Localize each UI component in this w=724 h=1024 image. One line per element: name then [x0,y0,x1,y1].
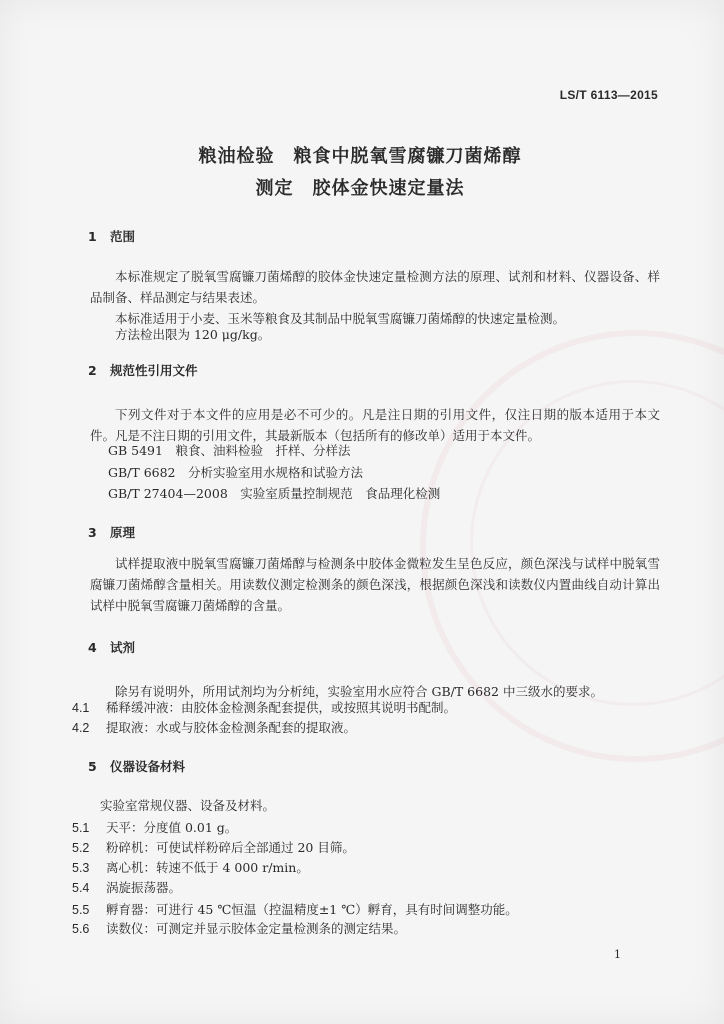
document-title-line1: 粮油检验 粮食中脱氧雪腐镰刀菌烯醇 [198,146,522,167]
section-number: 3 [88,525,97,540]
item-number: 5.5 [72,903,90,917]
item-text: 读数仪：可测定并显示胶体金定量检测条的测定结果。 [106,921,407,936]
section-title: 范围 [110,229,136,244]
list-item [72,818,237,836]
list-item [72,878,181,896]
paragraph: 实验室常规仪器、设备及材料。 [100,798,276,813]
item-number: 5.3 [72,861,90,875]
list-item [72,838,355,856]
section-heading-scope [88,227,135,245]
section-number: 4 [88,640,97,655]
paragraph: 本标准适用于小麦、玉米等粮食及其制品中脱氧雪腐镰刀菌烯醇的快速定量检测。 [115,311,566,326]
paragraph: 下列文件对于本文件的应用是必不可少的。凡是注日期的引用文件，仅注日期的版本适用于本文件。凡是不注日期的引用文件，其最新版本（包括所有的修改单）适用于本文件。 [90,407,660,443]
paragraph: 除另有说明外，所用试剂均为分析纯，实验室用水应符合 GB/T 6682 中三级水的要求。 [115,684,603,699]
section-heading-normative [88,361,198,379]
page-number: 1 [614,948,621,961]
item-number: 5.2 [72,841,90,855]
paragraph: 本标准规定了脱氧雪腐镰刀菌烯醇的胶体金快速定量检测方法的原理、试剂和材料、仪器设备、样品制备、样品测定与结果表述。 [90,269,660,305]
section-number: 2 [88,363,97,378]
item-number: 5.4 [72,881,90,895]
section-title: 原理 [110,525,136,540]
section-number: 5 [88,759,97,774]
section-heading-reagents [88,638,135,656]
paragraph: 试样提取液中脱氧雪腐镰刀菌烯醇与检测条中胶体金微粒发生呈色反应，颜色深浅与试样中脱氧雪腐镰刀菌烯醇含量相关。用读数仪测定检测条的颜色深浅，根据颜色深浅和读数仪内置曲线自动计算出试样中脱氧雪腐镰刀菌烯醇的含量。 [90,556,660,613]
item-text: 稀释缓冲液：由胶体金检测条配套提供，或按照其说明书配制。 [106,700,457,715]
item-number: 5.1 [72,821,90,835]
list-item [72,919,406,937]
item-text: 涡旋振荡器。 [106,880,182,895]
item-text: 离心机：转速不低于 4 000 r/min。 [106,860,309,875]
section-title: 仪器设备材料 [110,759,186,774]
item-number: 4.2 [72,721,90,735]
paragraph: 方法检出限为 120 μg/kg。 [115,327,271,342]
section-title: 试剂 [110,640,136,655]
section-heading-equipment [88,757,185,775]
reference-item: GB 5491 粮食、油料检验 扦样、分样法 [108,443,351,458]
list-item [72,900,518,918]
list-item [72,858,309,876]
section-heading-principle [88,523,135,541]
section-title: 规范性引用文件 [110,363,198,378]
list-item [72,698,456,716]
standard-code: LS/T 6113—2015 [559,88,658,102]
item-text: 孵育器：可进行 45 ℃恒温（控温精度±1 ℃）孵育，具有时间调整功能。 [106,902,518,917]
list-item [72,718,356,736]
section-number: 1 [88,229,97,244]
reference-item: GB/T 6682 分析实验室用水规格和试验方法 [108,465,364,480]
item-text: 提取液：水或与胶体金检测条配套的提取液。 [106,720,357,735]
item-number: 4.1 [72,701,90,715]
document-title-line2: 测定 胶体金快速定量法 [255,178,465,199]
item-text: 天平：分度值 0.01 g。 [106,820,238,835]
item-text: 粉碎机：可使试样粉碎后全部通过 20 目筛。 [106,840,355,855]
item-number: 5.6 [72,922,90,936]
reference-item: GB/T 27404—2008 实验室质量控制规范 食品理化检测 [108,486,441,501]
